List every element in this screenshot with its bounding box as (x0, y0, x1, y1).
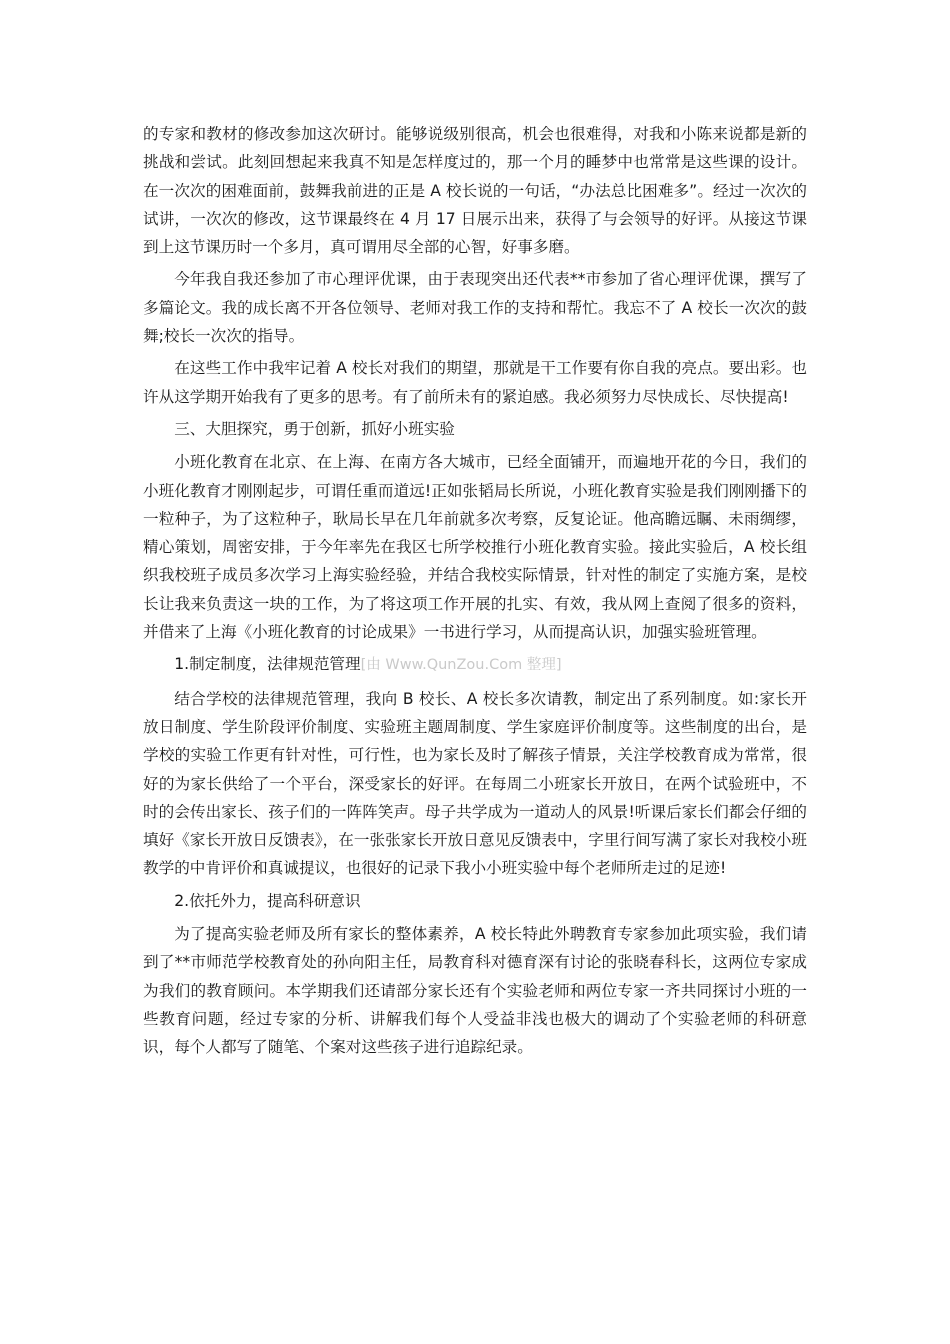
paragraph-experts: 为了提高实验老师及所有家长的整体素养，A 校长特此外聘教育专家参加此项实验，我们请到了**市师范学校教育处的孙向阳主任，局教育科对德育深有讨论的张晓春科长，这两位专家成为我们的教育顾问。本学期我们还请部分家长还有个实验老师和两位专家一齐共同探讨小班的一些教育问题，经过专家的分析、讲解我们每个人受益非浅也极大的调动了个实验老师的科研意识，每个人都写了随笔、个案对这些孩子进行追踪纪录。 (143, 925, 807, 1057)
paragraph-psychology-contest: 今年我自我还参加了市心理评优课，由于表现突出还代表**市参加了省心理评优课，撰写了多篇论文。我的成长离不开各位领导、老师对我工作的支持和帮忙。我忘不了 A 校长一次次的鼓舞;校长一次次的指导。 (143, 270, 807, 346)
paragraph-small-class-education: 小班化教育在北京、在上海、在南方各大城市，已经全面铺开，而遍地开花的今日，我们的小班化教育才刚刚起步，可谓任重而道远!正如张韬局长所说，小班化教育实验是我们刚刚播下的一粒种子，为了这粒种子，耿局长早在几年前就多次考察，反复论证。他高瞻远瞩、未雨绸缪，精心策划，周密安排，于今年率先在我区七所学校推行小班化教育实验。接此实验后，A 校长组织我校班子成员多次学习上海实验经验，并结合我校实际情景，针对性的制定了实施方案，是校长让我来负责这一块的工作，为了将这项工作开展的扎实、有效，我从网上查阅了很多的资料，并借来了上海《小班化教育的讨论成果》一书进行学习，从而提高认识，加强实验班管理。 (143, 453, 807, 642)
section-heading-3: 三、大胆探究，勇于创新，抓好小班实验 (174, 419, 455, 438)
source-watermark: [由 Www.QunZou.Com 整理] (360, 657, 562, 674)
paragraph-expectation: 在这些工作中我牢记着 A 校长对我们的期望，那就是干工作要有你自我的亮点。要出彩。也许从这学期开始我有了更多的思考。有了前所未有的紧迫感。我必须努力尽快成长、尽快提高! (143, 359, 807, 406)
subheading-1-text: 1.制定制度，法律规范管理 (174, 655, 361, 674)
document-page (143, 120, 807, 1066)
paragraph-regulations: 结合学校的法律规范管理，我向 B 校长、A 校长多次请教，制定出了系列制度。如:家长开放日制度、学生阶段评价制度、实验班主题周制度、学生家庭评价制度等。这些制度的出台，是学校的实验工作更有针对性，可行性，也为家长及时了解孩子情景，关注学校教育成为常常，很好的为家长供给了一个平台，深受家长的好评。在每周二小班家长开放日，在两个试验班中，不时的会传出家长、孩子们的一阵阵笑声。母子共学成为一道动人的风景!听课后家长们都会仔细的填好《家长开放日反馈表》，在一张张家长开放日意见反馈表中，字里行间写满了家长对我校小班教学的中肯评价和真诚提议，也很好的记录下我小小班实验中每个老师所走过的足迹! (143, 689, 807, 878)
subheading-2: 2.依托外力，提高科研意识 (174, 891, 361, 910)
subheading-1 (143, 650, 807, 679)
paragraph-continuation: 的专家和教材的修改参加这次研讨。能够说级别很高，机会也很难得，对我和小陈来说都是新的挑战和尝试。此刻回想起来我真不知是怎样度过的，那一个月的睡梦中也常常是这些课的设计。在一次次的困难面前，鼓舞我前进的正是 A 校长说的一句话，“办法总比困难多”。经过一次次的试讲，一次次的修改，这节课最终在 4 月 17 日展示出来，获得了与会领导的好评。从接这节课到上这节课历时一个多月，真可谓用尽全部的心智，好事多磨。 (143, 125, 807, 257)
